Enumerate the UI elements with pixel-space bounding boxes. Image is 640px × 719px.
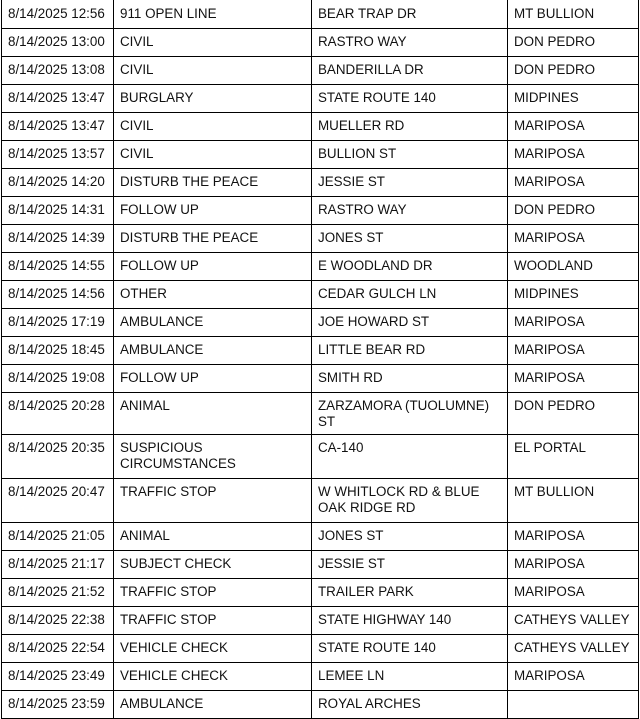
call-type-cell: FOLLOW UP: [114, 365, 312, 393]
call-location-cell: STATE HIGHWAY 140: [312, 607, 508, 635]
call-area-cell: [508, 691, 639, 719]
call-area-cell: CATHEYS VALLEY: [508, 635, 639, 663]
call-area-cell: MARIPOSA: [508, 551, 639, 579]
call-datetime-cell: 8/14/2025 21:52: [2, 579, 114, 607]
call-area-cell: MARIPOSA: [508, 169, 639, 197]
call-type-cell: TRAFFIC STOP: [114, 479, 312, 523]
call-area-cell: MT BULLION: [508, 479, 639, 523]
call-datetime-cell: 8/14/2025 21:17: [2, 551, 114, 579]
call-datetime-cell: 8/14/2025 18:45: [2, 337, 114, 365]
call-location-cell: TRAILER PARK: [312, 579, 508, 607]
call-datetime-cell: 8/14/2025 23:59: [2, 691, 114, 719]
call-location-cell: BEAR TRAP DR: [312, 0, 508, 29]
call-type-cell: AMBULANCE: [114, 337, 312, 365]
call-datetime-cell: 8/14/2025 13:57: [2, 141, 114, 169]
call-area-cell: DON PEDRO: [508, 29, 639, 57]
call-log-body: [2, 0, 639, 719]
call-log-table: [1, 0, 639, 719]
call-datetime-cell: 8/14/2025 20:35: [2, 435, 114, 479]
table-row: [2, 523, 639, 551]
call-location-cell: CA-140: [312, 435, 508, 479]
call-area-cell: CATHEYS VALLEY: [508, 607, 639, 635]
call-location-cell: RASTRO WAY: [312, 197, 508, 225]
call-area-cell: MARIPOSA: [508, 523, 639, 551]
table-row: [2, 197, 639, 225]
call-datetime-cell: 8/14/2025 14:55: [2, 253, 114, 281]
call-area-cell: DON PEDRO: [508, 393, 639, 435]
call-type-cell: AMBULANCE: [114, 309, 312, 337]
table-row: [2, 663, 639, 691]
call-location-cell: LITTLE BEAR RD: [312, 337, 508, 365]
call-type-cell: CIVIL: [114, 113, 312, 141]
call-area-cell: DON PEDRO: [508, 57, 639, 85]
call-type-cell: VEHICLE CHECK: [114, 663, 312, 691]
call-area-cell: MARIPOSA: [508, 663, 639, 691]
call-area-cell: MARIPOSA: [508, 365, 639, 393]
call-area-cell: WOODLAND: [508, 253, 639, 281]
call-location-cell: ZARZAMORA (TUOLUMNE) ST: [312, 393, 508, 435]
call-location-cell: E WOODLAND DR: [312, 253, 508, 281]
table-row: [2, 579, 639, 607]
call-type-cell: CIVIL: [114, 141, 312, 169]
call-area-cell: DON PEDRO: [508, 197, 639, 225]
call-location-cell: ROYAL ARCHES: [312, 691, 508, 719]
call-location-cell: SMITH RD: [312, 365, 508, 393]
table-row: [2, 141, 639, 169]
call-datetime-cell: 8/14/2025 20:28: [2, 393, 114, 435]
call-location-cell: W WHITLOCK RD & BLUE OAK RIDGE RD: [312, 479, 508, 523]
table-row: [2, 225, 639, 253]
call-location-cell: JONES ST: [312, 523, 508, 551]
table-row: [2, 337, 639, 365]
table-row: [2, 309, 639, 337]
call-datetime-cell: 8/14/2025 21:05: [2, 523, 114, 551]
call-area-cell: MARIPOSA: [508, 337, 639, 365]
call-datetime-cell: 8/14/2025 19:08: [2, 365, 114, 393]
call-type-cell: CIVIL: [114, 29, 312, 57]
table-row: [2, 281, 639, 309]
call-datetime-cell: 8/14/2025 13:47: [2, 113, 114, 141]
call-datetime-cell: 8/14/2025 22:54: [2, 635, 114, 663]
call-datetime-cell: 8/14/2025 13:47: [2, 85, 114, 113]
call-type-cell: TRAFFIC STOP: [114, 579, 312, 607]
call-type-cell: FOLLOW UP: [114, 253, 312, 281]
table-row: [2, 635, 639, 663]
call-type-cell: DISTURB THE PEACE: [114, 169, 312, 197]
table-row: [2, 57, 639, 85]
table-row: [2, 607, 639, 635]
call-location-cell: JESSIE ST: [312, 169, 508, 197]
call-area-cell: MARIPOSA: [508, 113, 639, 141]
call-type-cell: FOLLOW UP: [114, 197, 312, 225]
call-datetime-cell: 8/14/2025 14:56: [2, 281, 114, 309]
call-type-cell: CIVIL: [114, 57, 312, 85]
call-location-cell: BULLION ST: [312, 141, 508, 169]
call-area-cell: MARIPOSA: [508, 141, 639, 169]
call-type-cell: ANIMAL: [114, 523, 312, 551]
table-row: [2, 253, 639, 281]
table-row: [2, 691, 639, 719]
table-row: [2, 0, 639, 29]
call-datetime-cell: 8/14/2025 14:20: [2, 169, 114, 197]
call-datetime-cell: 8/14/2025 23:49: [2, 663, 114, 691]
call-location-cell: STATE ROUTE 140: [312, 635, 508, 663]
call-type-cell: 911 OPEN LINE: [114, 0, 312, 29]
call-type-cell: AMBULANCE: [114, 691, 312, 719]
call-type-cell: OTHER: [114, 281, 312, 309]
call-datetime-cell: 8/14/2025 17:19: [2, 309, 114, 337]
call-type-cell: SUBJECT CHECK: [114, 551, 312, 579]
call-location-cell: JESSIE ST: [312, 551, 508, 579]
table-row: [2, 551, 639, 579]
call-area-cell: MARIPOSA: [508, 225, 639, 253]
call-location-cell: MUELLER RD: [312, 113, 508, 141]
call-location-cell: RASTRO WAY: [312, 29, 508, 57]
call-type-cell: BURGLARY: [114, 85, 312, 113]
call-area-cell: EL PORTAL: [508, 435, 639, 479]
call-type-cell: TRAFFIC STOP: [114, 607, 312, 635]
call-datetime-cell: 8/14/2025 14:31: [2, 197, 114, 225]
call-area-cell: MIDPINES: [508, 281, 639, 309]
call-area-cell: MT BULLION: [508, 0, 639, 29]
call-location-cell: BANDERILLA DR: [312, 57, 508, 85]
table-row: [2, 393, 639, 435]
call-location-cell: CEDAR GULCH LN: [312, 281, 508, 309]
call-location-cell: JOE HOWARD ST: [312, 309, 508, 337]
call-datetime-cell: 8/14/2025 14:39: [2, 225, 114, 253]
call-location-cell: LEMEE LN: [312, 663, 508, 691]
table-row: [2, 85, 639, 113]
call-type-cell: VEHICLE CHECK: [114, 635, 312, 663]
table-row: [2, 365, 639, 393]
call-area-cell: MIDPINES: [508, 85, 639, 113]
call-location-cell: STATE ROUTE 140: [312, 85, 508, 113]
call-datetime-cell: 8/14/2025 13:08: [2, 57, 114, 85]
call-datetime-cell: 8/14/2025 12:56: [2, 0, 114, 29]
table-row: [2, 435, 639, 479]
call-type-cell: SUSPICIOUS CIRCUMSTANCES: [114, 435, 312, 479]
call-datetime-cell: 8/14/2025 13:00: [2, 29, 114, 57]
call-type-cell: DISTURB THE PEACE: [114, 225, 312, 253]
call-datetime-cell: 8/14/2025 22:38: [2, 607, 114, 635]
table-row: [2, 479, 639, 523]
call-location-cell: JONES ST: [312, 225, 508, 253]
table-row: [2, 29, 639, 57]
call-datetime-cell: 8/14/2025 20:47: [2, 479, 114, 523]
call-type-cell: ANIMAL: [114, 393, 312, 435]
table-row: [2, 169, 639, 197]
call-area-cell: MARIPOSA: [508, 579, 639, 607]
call-area-cell: MARIPOSA: [508, 309, 639, 337]
table-row: [2, 113, 639, 141]
